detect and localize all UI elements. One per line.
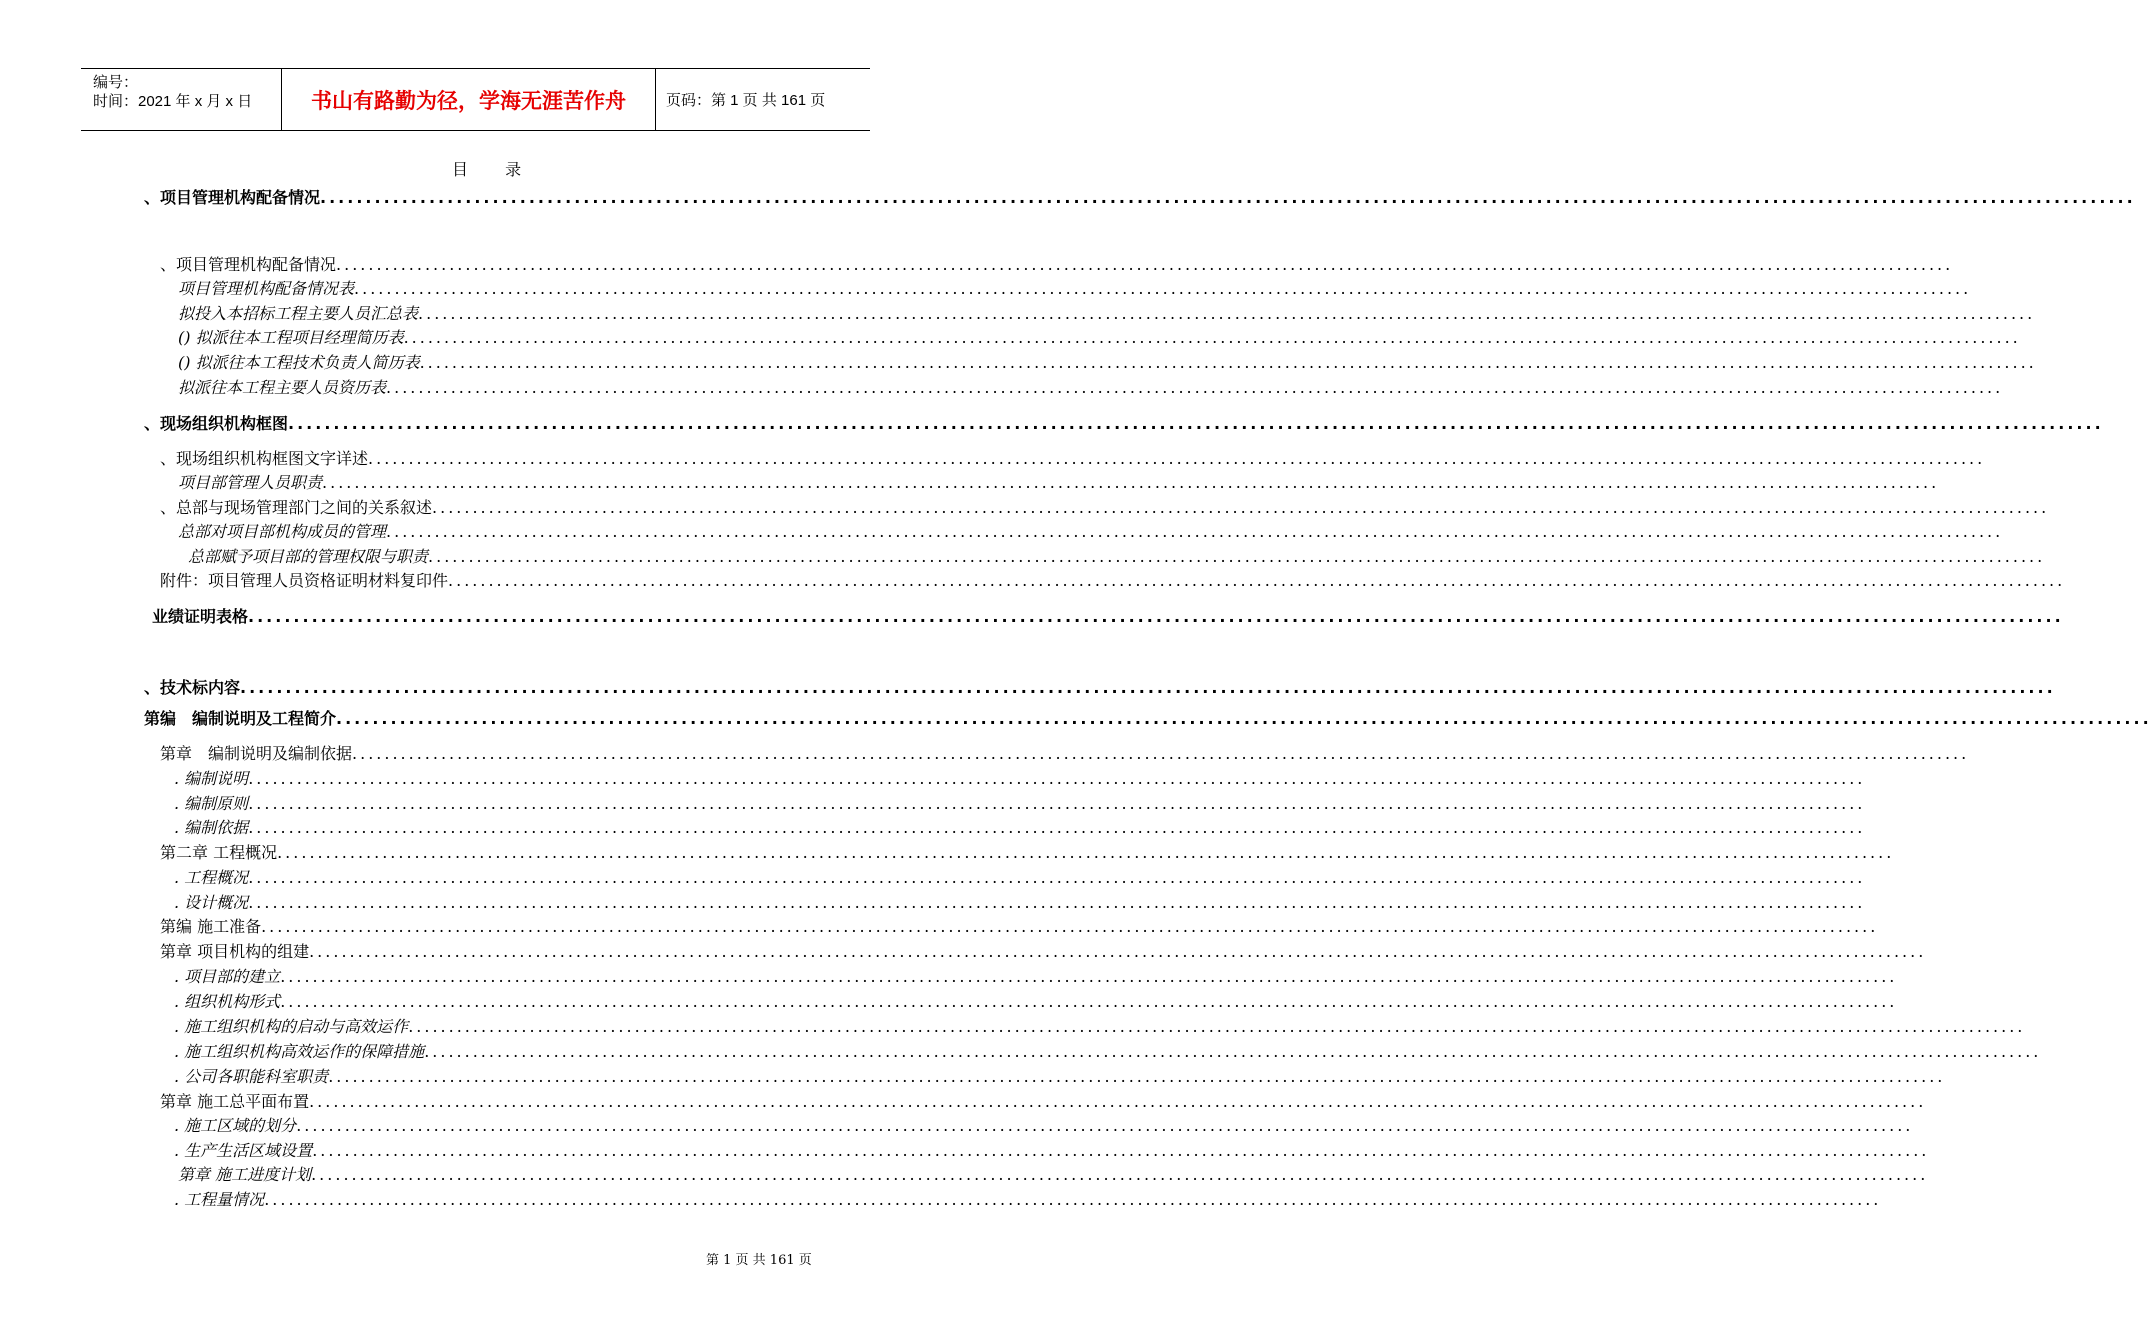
toc-entry [178,301,2036,324]
toc-entry [178,375,2004,398]
number-label: 编号： [93,74,139,91]
toc-entry-title: . 公司各职能科室职责 [174,1067,329,1086]
toc-dot-leader: ........................................................................................................................................................................................................ [448,571,2066,590]
toc-entry-title: 项目部管理人员职责 [178,473,323,492]
toc-entry-title: 、项目管理机构配备情况 [160,255,337,274]
toc-title: 目 录 [452,160,538,179]
toc-dot-leader: ........................................................................................................................................................................................................ [328,1067,1946,1086]
toc-entry-title: . 施工区域的划分 [174,1116,297,1135]
toc-entry-title: . 生产生活区域设置 [174,1141,313,1160]
toc-entry-title: 业绩证明表格 [152,607,249,626]
toc-entry-title: . 编制说明 [174,769,249,788]
date-label: 时间：2021 年 x 月 x 日 [93,93,253,110]
toc-entry-title: 、技术标内容 [144,678,241,697]
toc-entry [178,350,2037,373]
toc-dot-leader: ........................................................................................................................................................................................................ [336,709,2152,728]
toc-entry [174,1113,1914,1136]
toc-dot-leader: ........................................................................................................................................................................................................ [386,378,2004,397]
toc-entry [178,519,2004,542]
toc-entry-title: 拟派往本工程主要人员资历表 [178,378,387,397]
toc-dot-leader: ........................................................................................................................................................................................................ [368,449,1986,468]
toc-dot-leader: ........................................................................................................................................................................................................ [320,188,2136,207]
toc-entry [144,411,2104,434]
toc-entry-title: . 施工组织机构高效运作的保障措施 [174,1042,425,1061]
toc-entry [174,1064,1946,1087]
toc-dot-leader: ........................................................................................................................................................................................................ [418,304,2036,323]
toc-entry [174,964,1898,987]
toc-entry [178,470,1940,493]
toc-dot-leader: ........................................................................................................................................................................................................ [336,255,1954,274]
toc-entry-title: 附件：项目管理人员资格证明材料复印件 [160,571,449,590]
toc-entry [160,914,1879,937]
toc-entry [174,1138,1930,1161]
toc-entry-title: . 工程量情况 [174,1190,265,1209]
toc-entry [160,568,2066,591]
toc-entry [178,276,1972,299]
toc-entry [174,815,1866,838]
toc-entry [144,675,2056,698]
toc-entry [160,939,1927,962]
toc-entry-title: 第章 编制说明及编制依据 [160,744,353,763]
toc-entry [160,741,1970,764]
toc-dot-leader: ........................................................................................................................................................................................................ [248,893,1866,912]
toc-entry-title: 第章 施工进度计划 [178,1165,312,1184]
toc-dot-leader: ........................................................................................................................................................................................................ [309,942,1927,961]
toc-entry [174,766,1866,789]
toc-entry [160,1089,1927,1112]
toc-dot-leader: ........................................................................................................................................................................................................ [261,917,1879,936]
toc-dot-leader: ........................................................................................................................................................................................................ [288,414,2104,433]
toc-dot-leader: ........................................................................................................................................................................................................ [248,794,1866,813]
toc-entry-title: . 组织机构形式 [174,992,281,1011]
toc-entry-title: () 拟派往本工程技术负责人简历表 [178,353,420,372]
toc-dot-leader: ........................................................................................................................................................................................................ [403,328,2021,347]
toc-entry-title: 、项目管理机构配备情况 [144,188,321,207]
header-meta [81,69,281,130]
toc-entry-title: 第编 编制说明及工程简介 [144,709,337,728]
toc-entry-title: 项目管理机构配备情况表 [178,279,355,298]
toc-entry-title: 、现场组织机构框图 [144,414,289,433]
toc-dot-leader: ........................................................................................................................................................................................................ [277,843,1895,862]
toc-entry-title: . 设计概况 [174,893,249,912]
toc-entry-title: . 施工组织机构的启动与高效运作 [174,1017,409,1036]
toc-entry [178,325,2021,348]
toc-entry [174,791,1866,814]
toc-entry [188,544,2046,567]
toc-entry-title: . 工程概况 [174,868,249,887]
document-header [81,68,870,131]
toc-dot-leader: ........................................................................................................................................................................................................ [280,967,1898,986]
toc-entry [174,890,1866,913]
header-motto: 书山有路勤为径，学海无涯苦作舟 [281,69,656,130]
toc-dot-leader: ........................................................................................................................................................................................................ [312,1141,1930,1160]
footer-page-info: 第 1 页 共 161 页 [706,1253,812,1268]
toc-entry-title: 、现场组织机构框图文字详述 [160,449,369,468]
toc-entry [174,1014,2026,1037]
toc-dot-leader: ........................................................................................................................................................................................................ [386,522,2004,541]
toc-dot-leader: ........................................................................................................................................................................................................ [419,353,2037,372]
toc-dot-leader: ........................................................................................................................................................................................................ [352,744,1970,763]
toc-entry [152,604,2064,627]
toc-entry-title: . 编制原则 [174,794,249,813]
toc-entry [174,989,1898,1012]
toc-entry [160,446,1986,469]
toc-dot-leader: ........................................................................................................................................................................................................ [280,992,1898,1011]
toc-entry-title: 第二章 工程概况 [160,843,278,862]
toc-dot-leader: ........................................................................................................................................................................................................ [322,473,1940,492]
header-page-info: 页码：第 1 页 共 161 页 [666,92,826,109]
toc-dot-leader: ........................................................................................................................................................................................................ [432,498,2050,517]
toc-dot-leader: ........................................................................................................................................................................................................ [311,1165,1929,1184]
toc-entry-title: 拟投入本招标工程主要人员汇总表 [178,304,419,323]
toc-entry-title: () 拟派往本工程项目经理简历表 [178,328,404,347]
toc-dot-leader: ........................................................................................................................................................................................................ [428,547,2046,566]
toc-entry [174,1187,1882,1210]
toc-dot-leader: ........................................................................................................................................................................................................ [240,678,2056,697]
toc-entry-title: . 编制依据 [174,818,249,837]
toc-entry [178,1162,1929,1185]
toc-entry [144,706,2152,729]
toc-entry-title: 总部赋予项目部的管理权限与职责 [188,547,429,566]
toc-entry [160,495,2050,518]
toc-dot-leader: ........................................................................................................................................................................................................ [264,1190,1882,1209]
toc-dot-leader: ........................................................................................................................................................................................................ [248,607,2064,626]
toc-dot-leader: ........................................................................................................................................................................................................ [354,279,1972,298]
toc-dot-leader: ........................................................................................................................................................................................................ [248,818,1866,837]
toc-entry [174,1039,2042,1062]
toc-dot-leader: ........................................................................................................................................................................................................ [408,1017,2026,1036]
toc-dot-leader: ........................................................................................................................................................................................................ [424,1042,2042,1061]
toc-entry-title: 第编 施工准备 [160,917,262,936]
toc-entry [174,865,1866,888]
toc-dot-leader: ........................................................................................................................................................................................................ [248,769,1866,788]
toc-dot-leader: ........................................................................................................................................................................................................ [296,1116,1914,1135]
toc-entry-title: 第章 项目机构的组建 [160,942,310,961]
toc-entry [160,252,1954,275]
toc-entry-title: . 项目部的建立 [174,967,281,986]
toc-entry [144,185,2136,208]
toc-dot-leader: ........................................................................................................................................................................................................ [248,868,1866,887]
toc-entry-title: 、总部与现场管理部门之间的关系叙述 [160,498,433,517]
toc-entry-title: 总部对项目部机构成员的管理 [178,522,387,541]
toc-entry-title: 第章 施工总平面布置 [160,1092,310,1111]
toc-entry [160,840,1895,863]
toc-dot-leader: ........................................................................................................................................................................................................ [309,1092,1927,1111]
